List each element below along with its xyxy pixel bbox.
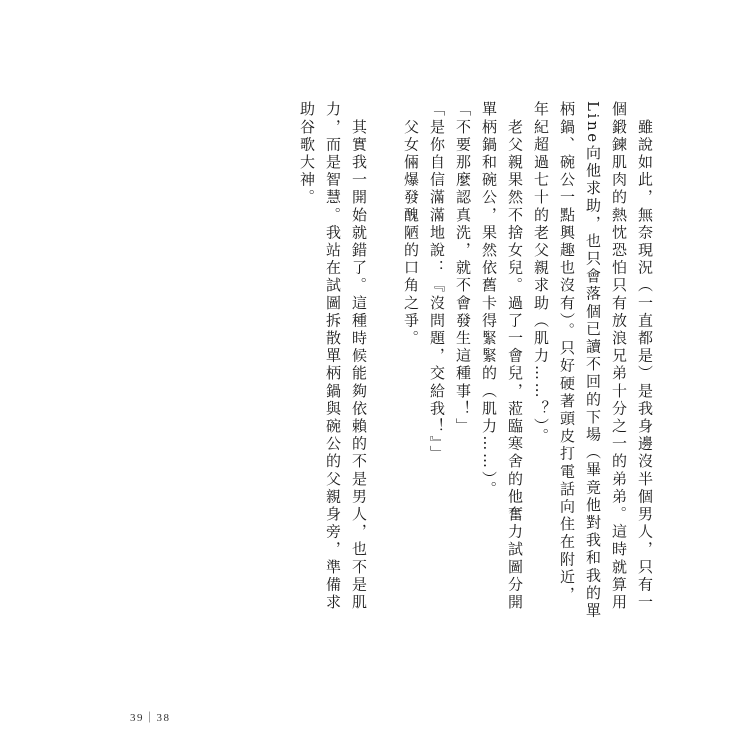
paragraph-3: 父女倆爆發醜陋的口角之爭。 [402, 101, 420, 348]
paragraph-1: 雖說如此，無奈現況（一直都是）是我身邊沒半個男人，只有一個鍛鍊肌肉的熱忱恐怕只有放浪兄弟十分之一的弟弟。這時就算用Line向他求助，也只會落個已讀不回的下場（畢竟他對我和我的單柄鍋、碗公一點興趣也沒有）。只好硬著頭皮打電話向住在附近，年紀超過七十的老父親求助（肌力……？）。 [532, 101, 654, 620]
paragraph-break [372, 101, 398, 621]
paragraph-2: 老父親果然不捨女兒。過了一會兒，蒞臨寒舍的他奮力試圖分開單柄鍋和碗公，果然依舊卡得緊緊的（肌力……）。 [480, 101, 524, 612]
dialogue-line-2: 「是你自信滿滿地說：『沒問題，交給我！』」 [428, 101, 446, 464]
vertical-text-block [294, 101, 658, 621]
dialogue-line-1: 「不要那麼認真洗，就不會發生這種事！」 [454, 101, 472, 436]
paragraph-4: 其實我一開始就錯了。這種時候能夠依賴的不是男人，也不是肌力，而是智慧。我站在試圖拆散單柄鍋與碗公的父親身旁，準備求助谷歌大神。 [298, 101, 368, 612]
page-numbers: 39｜38 [130, 712, 171, 724]
